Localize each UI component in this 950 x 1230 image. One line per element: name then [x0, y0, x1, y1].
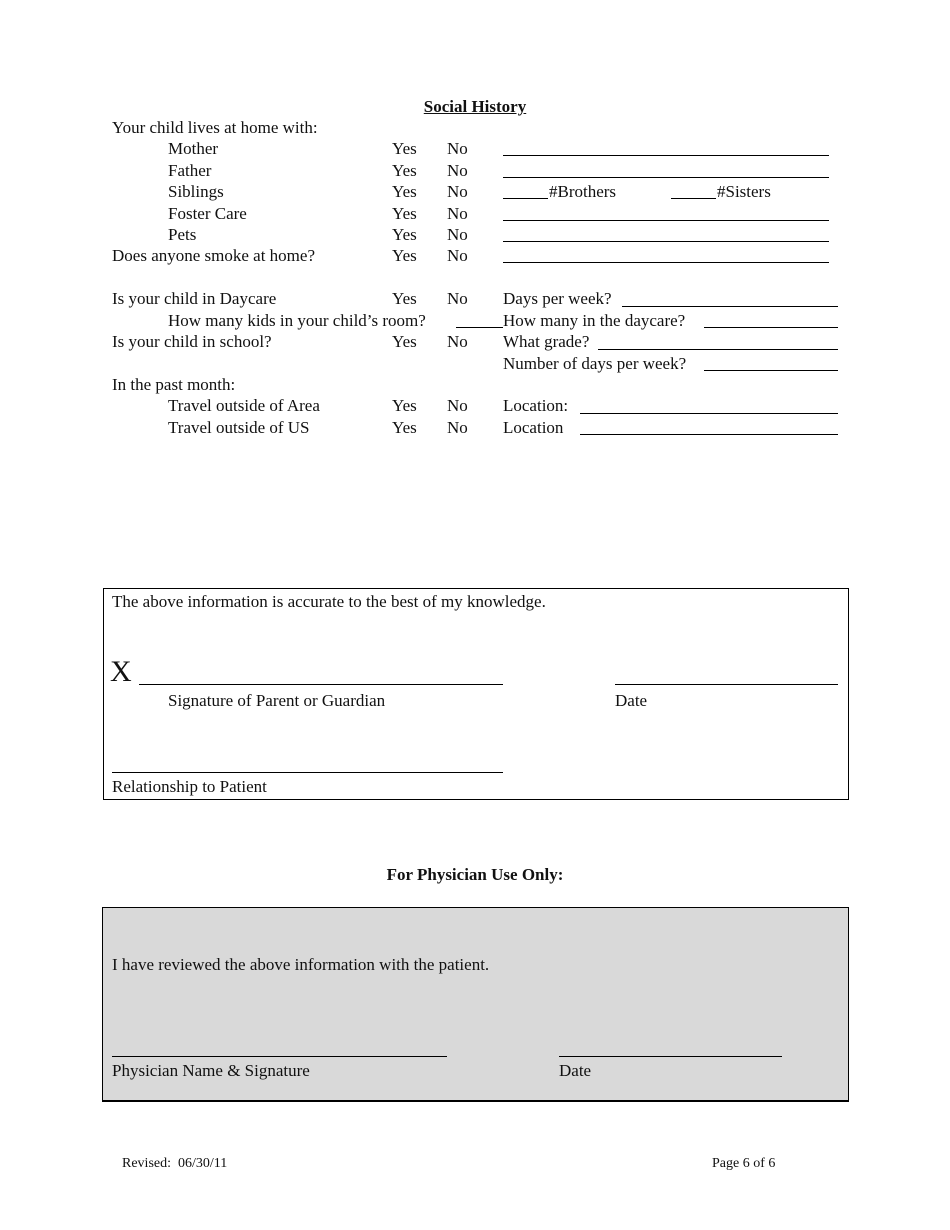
- physician-date-field[interactable]: [559, 1056, 782, 1057]
- location-label: Location: [503, 418, 564, 437]
- lives-with-label: Your child lives at home with:: [112, 118, 318, 137]
- household-label-siblings: Siblings: [168, 182, 224, 201]
- travel-us-location-field[interactable]: [580, 434, 838, 435]
- days-per-week-field[interactable]: [622, 306, 838, 307]
- days-per-week-label: Days per week?: [503, 289, 612, 308]
- no-option[interactable]: No: [447, 289, 468, 308]
- grade-label: What grade?: [503, 332, 590, 351]
- yes-option[interactable]: Yes: [392, 246, 417, 265]
- household-label-pets: Pets: [168, 225, 197, 244]
- attestation-statement: The above information is accurate to the best of my knowledge.: [112, 592, 546, 611]
- relationship-label: Relationship to Patient: [112, 777, 267, 796]
- signature-label: Signature of Parent or Guardian: [168, 691, 386, 710]
- foster-care-notes-field[interactable]: [503, 220, 829, 221]
- household-label-mother: Mother: [168, 139, 219, 158]
- no-option[interactable]: No: [447, 161, 468, 180]
- revised-date: Revised: 06/30/11: [122, 1156, 228, 1171]
- school-days-field[interactable]: [704, 370, 838, 371]
- no-option[interactable]: No: [447, 332, 468, 351]
- brothers-count-field[interactable]: [503, 198, 548, 199]
- smoke-notes-field[interactable]: [503, 262, 829, 263]
- no-option[interactable]: No: [447, 139, 468, 158]
- brothers-label: #Brothers: [549, 182, 617, 201]
- location-label: Location:: [503, 396, 569, 415]
- no-option[interactable]: No: [447, 182, 468, 201]
- parent-signature-field[interactable]: [139, 684, 503, 685]
- daycare-label: Is your child in Daycare: [112, 289, 277, 308]
- no-option[interactable]: No: [447, 225, 468, 244]
- yes-option[interactable]: Yes: [392, 418, 417, 437]
- household-label-foster-care: Foster Care: [168, 204, 247, 223]
- relationship-field[interactable]: [112, 772, 503, 773]
- date-label: Date: [615, 691, 648, 710]
- kids-daycare-label: How many in the daycare?: [503, 311, 686, 330]
- sisters-label: #Sisters: [717, 182, 771, 201]
- travel-area-location-field[interactable]: [580, 413, 838, 414]
- parent-date-field[interactable]: [615, 684, 838, 685]
- kids-room-label: How many kids in your child’s room?: [168, 311, 426, 330]
- kids-daycare-field[interactable]: [704, 327, 838, 328]
- physician-date-label: Date: [559, 1061, 592, 1080]
- sisters-count-field[interactable]: [671, 198, 716, 199]
- past-month-label: In the past month:: [112, 375, 236, 394]
- no-option[interactable]: No: [447, 204, 468, 223]
- yes-option[interactable]: Yes: [392, 182, 417, 201]
- travel-area-label: Travel outside of Area: [168, 396, 320, 415]
- school-label: Is your child in school?: [112, 332, 272, 351]
- yes-option[interactable]: Yes: [392, 332, 417, 351]
- yes-option[interactable]: Yes: [392, 204, 417, 223]
- father-notes-field[interactable]: [503, 177, 829, 178]
- no-option[interactable]: No: [447, 418, 468, 437]
- smoke-label: Does anyone smoke at home?: [112, 246, 315, 265]
- yes-option[interactable]: Yes: [392, 139, 417, 158]
- travel-us-label: Travel outside of US: [168, 418, 310, 437]
- section-title: Social History: [423, 97, 527, 116]
- pets-notes-field[interactable]: [503, 241, 829, 242]
- signature-x-mark: X: [110, 655, 132, 688]
- grade-field[interactable]: [598, 349, 838, 350]
- school-days-label: Number of days per week?: [503, 354, 687, 373]
- yes-option[interactable]: Yes: [392, 289, 417, 308]
- physician-statement: I have reviewed the above information with the patient.: [112, 955, 490, 974]
- yes-option[interactable]: Yes: [392, 396, 417, 415]
- kids-room-field[interactable]: [456, 327, 503, 328]
- yes-option[interactable]: Yes: [392, 225, 417, 244]
- physician-signature-field[interactable]: [112, 1056, 447, 1057]
- household-label-father: Father: [168, 161, 212, 180]
- physician-name-label: Physician Name & Signature: [112, 1061, 310, 1080]
- page-number: Page 6 of 6: [712, 1156, 776, 1171]
- mother-notes-field[interactable]: [503, 155, 829, 156]
- no-option[interactable]: No: [447, 396, 468, 415]
- yes-option[interactable]: Yes: [392, 161, 417, 180]
- physician-heading: For Physician Use Only:: [386, 865, 564, 884]
- no-option[interactable]: No: [447, 246, 468, 265]
